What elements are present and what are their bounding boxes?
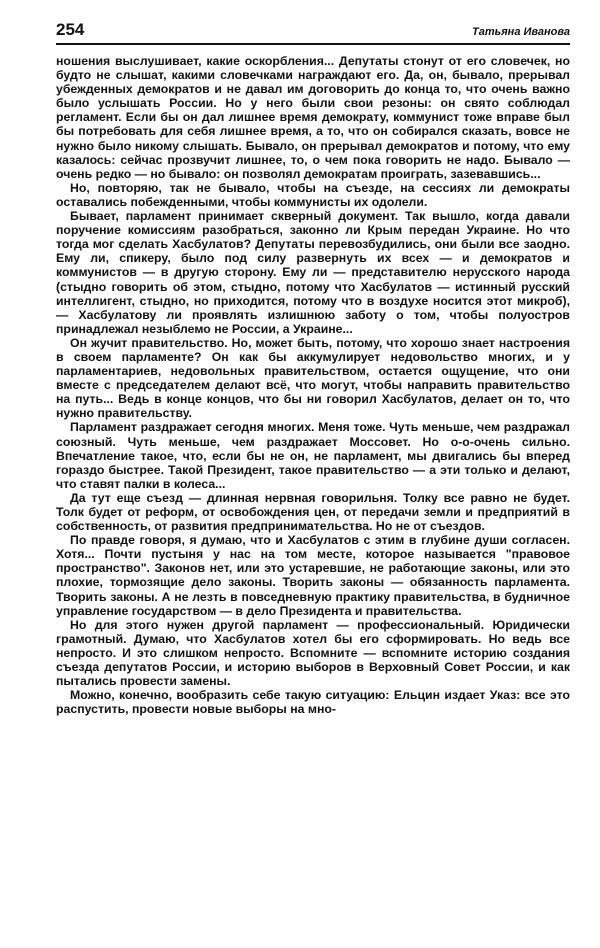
paragraph: Можно, конечно, вообразить себе такую ситуацию: Ельцин издает Указ: все это распустить, провести новые выборы на мно- [56, 688, 570, 717]
header-rule [56, 43, 570, 45]
page-number: 254 [56, 20, 85, 39]
paragraph: Да тут еще съезд — длинная нервная говорильня. Толку все равно не будет. Толк будет от реформ, от освобождения цен, от передачи земли и предприятий в собственность, от развития предпринимательства. Но не от съездов. [56, 490, 570, 534]
paragraph: Но для этого нужен другой парламент — профессиональный. Юридически грамотный. Думаю, что Хасбулатов хотел бы его сформировать. Но ведь все непросто. И это слишком непросто. Вспомните — вспомните историю создания съезда депутатов России, и историю выборов в Верховный Совет России, и как пытались провести замены. [56, 617, 570, 689]
paragraph: ношения выслушивает, какие оскорбления... Депутаты стонут от его словечек, но будто не слышат, какими словечками награждают его. Да, он, бывало, прерывал убежденных демократов и не давал им договорить до конца то, что очень важно было услышать России. Но у него были свои резоны: он свято соблюдал регламент. Если бы он дал лишнее время демократу, коммунист тоже вправе был бы потребовать для себя лишнее время, а то, что он собирался сказать, вовсе не нужно было никому слышать. Бывало, он прерывал демократов и потому, что ему казалось: сейчас прозвучит лишнее, то, о чем пока говорить не надо. Бывало — очень редко — но бывало: он позволял демократам проиграть, зазевавшись... [56, 54, 570, 181]
running-title: Татьяна Иванова [472, 26, 570, 38]
paragraph: Он жучит правительство. Но, может быть, потому, что хорошо знает настроения в своем парламенте? Он как бы аккумулирует недовольство многих, и у парламентариев, недовольных правительством, остается ощущение, что они вместе с председателем делают всё, что могут, чтобы направить правительство на путь... Ведь в конце концов, что бы ни говорил Хасбулатов, делает он то, что нужно правительству. [56, 335, 570, 421]
paragraph: Парламент раздражает сегодня многих. Меня тоже. Чуть меньше, чем раздражал союзный. Чуть меньше, чем раздражает Моссовет. Но о-о-очень сильно. Впечатление такое, что, если бы не он, не парламент, мы двигались бы вперед гораздо быстрее. Такой Президент, такое правительство — а эти только и делают, что ставят палки в колеса... [56, 420, 570, 491]
body-text [56, 54, 570, 716]
running-head [56, 20, 570, 40]
paragraph: Но, повторяю, так не бывало, чтобы на съезде, на сессиях ли демократы оставались побежденными, чтобы коммунисты их одолели. [56, 180, 570, 209]
paragraph: Бывает, парламент принимает скверный документ. Так вышло, когда давали поручение комиссиям разобраться, законно ли Крым передан Украине. Но что тогда мог сделать Хасбулатов? Депутаты перевозбудились, они были все заодно. Ему ли, спикеру, было под силу развернуть их всех — и демократов и коммунистов — в другую сторону. Ему ли — представителю нерусского народа (стыдно говорить об этом, стыдно, потому что Хасбулатов — истинный русский интеллигент, стыдно, но приходится, потому что в воздухе носится этот микроб), — Хасбулатову ли проявлять излишнюю заботу о том, чтобы полуостров принадлежал незыблемо не России, а Украине... [56, 209, 570, 336]
paragraph: По правде говоря, я думаю, что и Хасбулатов с этим в глубине души согласен. Хотя... Почти пустыня у нас на том месте, которое называется "правовое пространство". Законов нет, или это устаревшие, не работающие законы, или это плохие, тормозящие дело законы. Творить законы — обязанность парламента. Творить законы. А не лезть в повседневную практику правительства, в будничное управление государством — в дело Президента и правительства. [56, 533, 570, 618]
